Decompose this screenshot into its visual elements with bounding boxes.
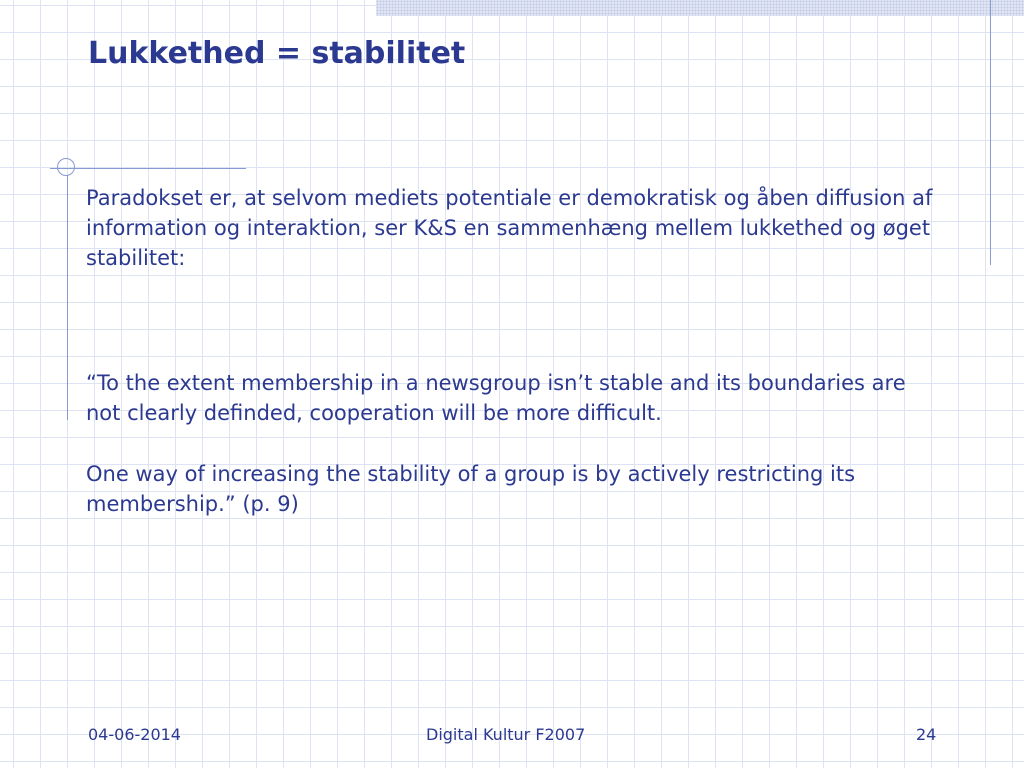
- left-vertical-rule: [67, 175, 68, 420]
- body-paragraph-quote-continued: One way of increasing the stability of a group is by actively restricting its membership.” (p. 9): [86, 462, 856, 516]
- body-paragraph-quote: “To the extent membership in a newsgroup isn’t stable and its boundaries are not clearly definded, cooperation will be more difficult.: [86, 371, 906, 425]
- accent-circle-icon: [57, 158, 75, 176]
- footer-course-title: Digital Kultur F2007: [426, 725, 586, 744]
- right-vertical-rule: [990, 0, 991, 265]
- slide-title: Lukkethed = stabilitet: [88, 36, 466, 71]
- footer-date: 04-06-2014: [88, 725, 181, 744]
- footer-page-number: 24: [916, 725, 937, 744]
- accent-horizontal-rule: [50, 168, 246, 169]
- top-decorative-band: [376, 0, 1024, 16]
- body-paragraph-intro: Paradokset er, at selvom mediets potentiale er demokratisk og åben diffusion af information og interaktion, ser K&S en sammenhæng mellem lukkethed og øget stabilitet:: [86, 186, 933, 270]
